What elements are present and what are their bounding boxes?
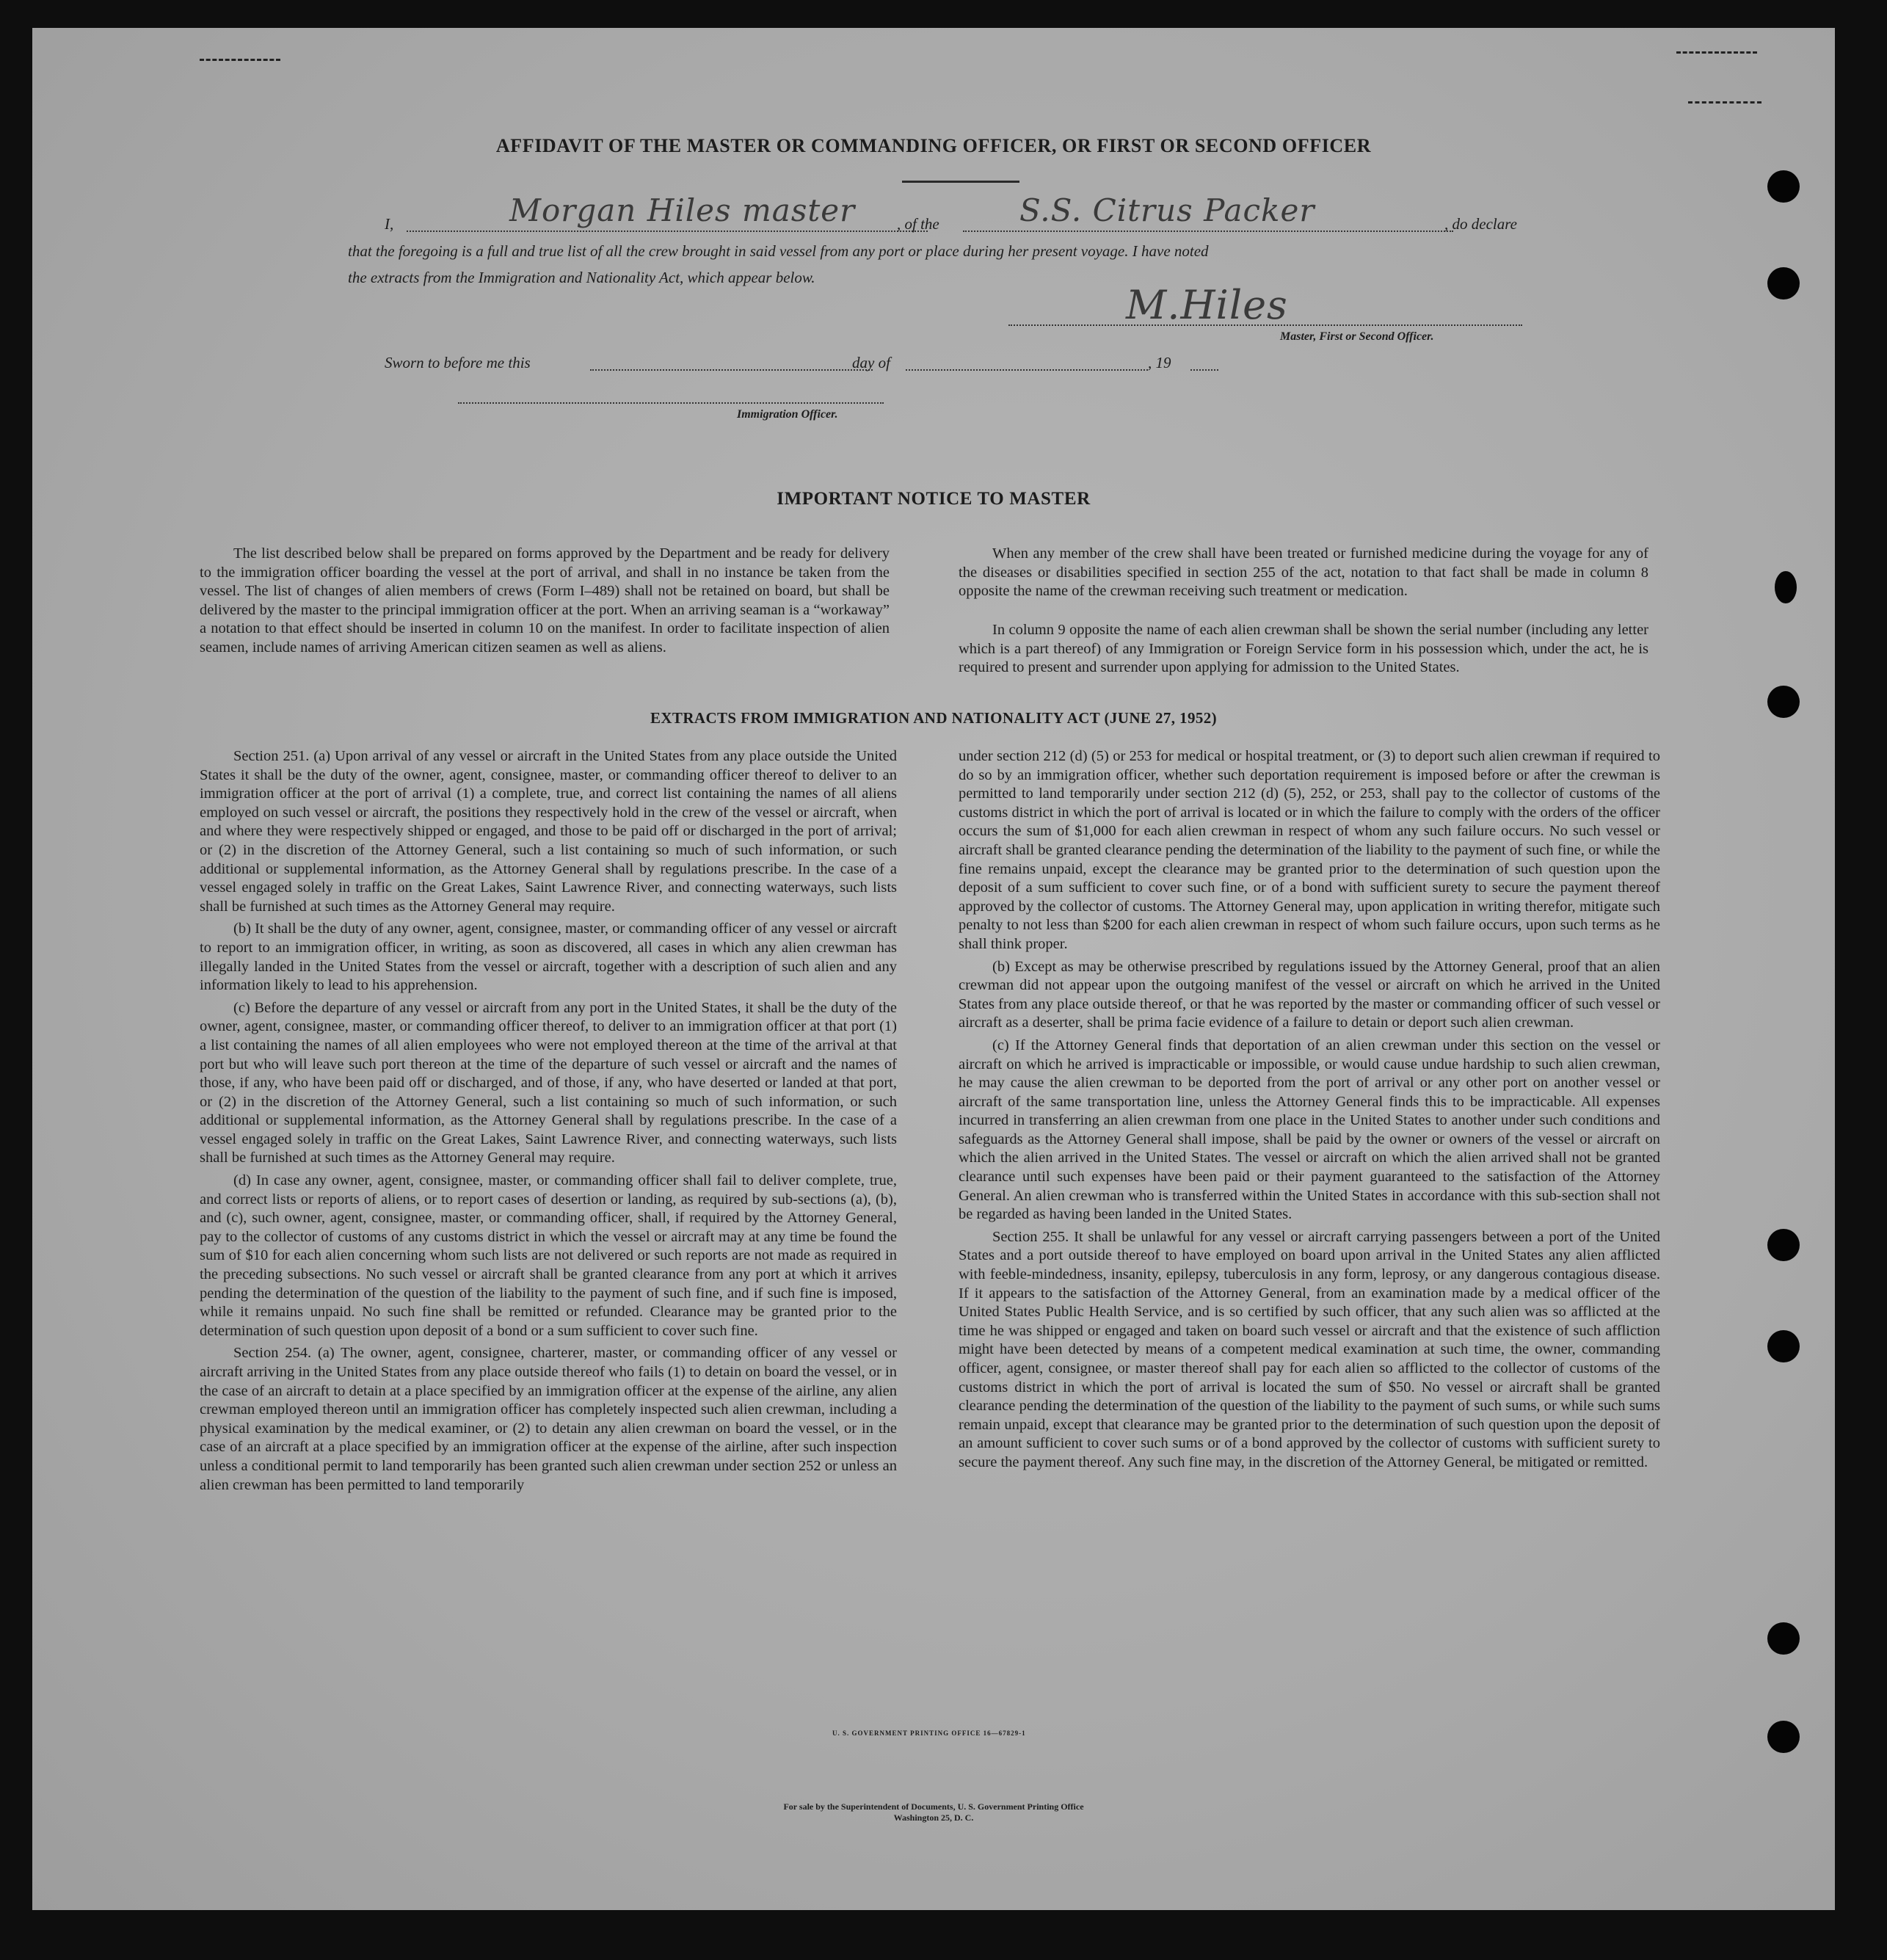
extracts-right-column xyxy=(959,747,1660,1476)
notice-left-text: The list described below shall be prepared on forms approved by the Department and be ready for delivery to the immigration officer boarding the vessel at the port of arrival, and shall in no instance be taken from the vessel. The list of changes of alien members of crews (Form I–489) shall not be retained on board, but shall be delivered by the master to the principal immigration officer at the port. When an arriving seaman is a “workaway” a notation to that effect should be inserted in column 10 on the manifest. In order to facilitate inspection of alien seamen, include names of arriving American citizen seamen as well as aliens. xyxy=(200,545,890,656)
printing-office-note: U. S. GOVERNMENT PRINTING OFFICE 16—67829-1 xyxy=(832,1729,1026,1737)
extract-paragraph: (d) In case any owner, agent, consignee, master, or commanding officer shall fail to deliver complete, true, and correct lists or reports of aliens, or to report cases of desertion or landing, as required by sub-sections (a), (b), and (c), such owner, agent, consignee, master, or commanding officer, shall, if required by the Attorney General, pay to the collector of customs of any customs district in which the vessel or aircraft may at any time be found the sum of $10 for each alien concerning whom such lists are not delivered or such reports are not made as required in the preceding subsections. No such vessel or aircraft shall be granted clearance from any port at which it arrives pending the determination of the question of the liability to the payment of such fine, and if such fine is imposed, while it remains unpaid. No such fine shall be remitted or refunded. Clearance may be granted prior to the determination of such question upon deposit of a bond or a sum sufficient to cover such fine. xyxy=(200,1172,897,1339)
extract-paragraph: Section 254. (a) The owner, agent, consignee, charterer, master, or commanding officer of any vessel or aircraft arriving in the United States from any place outside thereof who fails (1) to detain on board the vessel, or in the case of an aircraft to detain at a place specified by an immigration officer at the expense of the airline, any alien crewman employed thereon until an immigration officer has completely inspected such alien crewman, including a physical examination by the medical examiner, or (2) to detain any alien crewman on board the vessel, or in the case of an aircraft at a place specified by an immigration officer at the expense of the airline, after such inspection unless a conditional permit to land temporarily has been granted such alien crewman under section 252 or unless an alien crewman has been permitted to land temporarily xyxy=(200,1345,897,1493)
notice-right-text: When any member of the crew shall have been treated or furnished medicine during the voyage for any of the diseases or disabilities specified in section 255 of the act, notation to that fact shall be made in column 8 opposite the name of the crewman receiving such treatment or medication. xyxy=(959,545,1648,600)
extract-paragraph: (b) It shall be the duty of any owner, agent, consignee, master, or commanding officer of any vessel or aircraft to report to an immigration officer, in writing, as soon as discovered, all cases in which any alien crewman has illegally landed in the United States from the vessel or aircraft, together with a description of such alien and any information likely to lead to his apprehension. xyxy=(200,921,897,994)
signature-line xyxy=(1008,324,1522,326)
officer-caption: Immigration Officer. xyxy=(737,408,838,421)
master-signature: M.Hiles xyxy=(1126,282,1288,328)
punch-hole xyxy=(1767,267,1800,300)
sworn-label: Sworn to before me this xyxy=(385,354,531,371)
master-name-line xyxy=(407,231,928,232)
extract-paragraph: (c) If the Attorney General finds that deportation of an alien crewman under this section on the vessel or aircraft on which he arrived is impracticable or impossible, or would cause undue hardship to such alien crewman, he may cause the alien crewman to be deported from the port of arrival or any other port on another vessel or aircraft of the same transportation line, unless the Attorney General finds this to be impracticable. All expenses incurred in transferring an alien crewman from one place in the United States to another under such conditions and safeguards as the Attorney General shall impose, shall be paid by the owner or owners of the vessel or aircraft on which the alien arrived in the United States. The vessel or aircraft on which the alien arrived shall not be granted clearance until such expenses have been paid or their payment guaranteed to the satisfaction of the Attorney General. An alien crewman who is transferred within the United States in accordance with this sub-section shall not be regarded as having been landed in the United States. xyxy=(959,1037,1660,1223)
sworn-year-line xyxy=(1190,369,1218,371)
sale-note-line: For sale by the Superintendent of Documents, U. S. Government Printing Office xyxy=(783,1801,1084,1812)
punch-hole xyxy=(1767,1229,1800,1261)
sale-note xyxy=(32,1801,1835,1823)
extracts-title: EXTRACTS FROM IMMIGRATION AND NATIONALITY ACT (JUNE 27, 1952) xyxy=(650,709,1218,727)
extract-paragraph: (b) Except as may be otherwise prescribed by regulations issued by the Attorney General, proof that an alien crewman did not appear upon the outgoing manifest of the vessel or aircraft on which he arrived in the United States from any place outside thereof, or that he was reported by the master or commanding officer of such vessel or aircraft as a deserter, shall be prima facie evidence of a failure to detain or deport such alien crewman. xyxy=(959,958,1660,1031)
officer-signature-line xyxy=(458,402,884,404)
master-name: Morgan Hiles master xyxy=(509,192,856,228)
affidavit-title: AFFIDAVIT OF THE MASTER OR COMMANDING OFFICER, OR FIRST OR SECOND OFFICER xyxy=(495,135,1372,156)
punch-hole xyxy=(1767,1330,1800,1362)
extract-paragraph: Section 251. (a) Upon arrival of any vessel or aircraft in the United States from any place outside the United States it shall be the duty of the owner, agent, consignee, master, or commanding officer thereof to deliver to an immigration officer at the port of arrival (1) a complete, true, and correct list containing the names of all aliens employed on such vessel or aircraft, the positions they respectively hold in the crew of the vessel or aircraft, when and where they were respectively shipped or engaged, and those to be paid off or discharged in the port of arrival; or (2) in the discretion of the Attorney General, such a list containing so much of such information, or such additional or supplemental information, as the Attorney General shall by regulations prescribe. In the case of a vessel engaged solely in traffic on the Great Lakes, Saint Lawrence River, and connecting waterways, such lists shall be furnished at such times as the Attorney General may require. xyxy=(200,748,897,915)
day-of-label: day of xyxy=(852,354,890,371)
extract-paragraph: Section 255. It shall be unlawful for any vessel or aircraft carrying passengers between a port of the United States and a port outside thereof to have employed on board upon arrival in the United States any alien afflicted with feeble-mindedness, insanity, epilepsy, tuberculosis in any form, leprosy, or any dangerous contagious disease. If it appears to the satisfaction of the Attorney General, from an examination made by a medical officer of the United States Public Health Service, and is so certified by such officer, that any such alien was so afflicted at the time he was shipped or engaged and taken on board such vessel or aircraft and that the existence of such affliction might have been detected by means of a competent medical examination at such time, the owner, commanding officer, agent, consignee, or master thereof shall pay for each alien so afflicted to the collector of customs of the customs district in which the port of arrival is located the sum of $50. No vessel or aircraft shall be granted clearance pending the determination of the question of the liability to the payment of such sums, or while such sums remain unpaid, except that clearance may be granted prior to the determination of such question upon the deposit of an amount sufficient to cover such sums or of a bond approved by the collector of customs with sufficient surety to secure the payment thereof. Any such fine may, in the discretion of the Attorney General, be mitigated or remitted. xyxy=(959,1228,1660,1470)
extract-paragraph: under section 212 (d) (5) or 253 for medical or hospital treatment, or (3) to deport such alien crewman if required to do so by an immigration officer, whether such deportation requirement is imposed before or after the crewman is permitted to land temporarily under section 212 (d) (5), 252, or 253, shall pay to the collector of customs of the customs district in which the port of arrival is located or in which the failure to comply with the orders of the officer occurs the sum of $1,000 for each alien crewman in respect of whom any such failure occurs. No such vessel or aircraft shall be granted clearance pending the determination of the liability to the payment of such fine, or while the fine remains unpaid, except the clearance may be granted prior to the determination of such question upon the deposit of a sum sufficient to cover such fine, or of a bond with sufficient surety to secure the payment thereof approved by the collector of customs. The Attorney General may, upon application in writing therefor, mitigate such penalty to not less than $200 for each alien crewman in respect of whom such failure occurs, upon such terms as he shall think proper. xyxy=(959,748,1660,952)
sale-note-line: Washington 25, D. C. xyxy=(893,1812,974,1823)
declaration-line: that the foregoing is a full and true list of all the crew brought in said vessel from any port or place during her present voyage. I have noted xyxy=(348,242,1209,260)
punch-hole xyxy=(1767,1721,1800,1753)
notice-right-text: In column 9 opposite the name of each alien crewman shall be shown the serial number (including any letter which is a part thereof) of any Immigration or Foreign Service form in his possession which, under the act, he is required to present and surrender upon applying for admission to the United States. xyxy=(959,622,1648,676)
declarant-label: I, xyxy=(385,215,394,233)
corner-mark xyxy=(1688,101,1761,104)
punch-hole xyxy=(1767,1622,1800,1655)
title-rule xyxy=(902,181,1019,183)
sworn-day-line xyxy=(590,369,873,371)
sworn-month-line xyxy=(906,369,1148,371)
corner-mark xyxy=(200,59,280,61)
punch-hole xyxy=(1775,571,1797,603)
vessel-name-line xyxy=(963,231,1453,232)
declaration-line: the extracts from the Immigration and Nationality Act, which appear below. xyxy=(348,269,815,286)
year-label: , 19 xyxy=(1148,354,1171,371)
declare-label: , do declare xyxy=(1444,215,1517,233)
extract-paragraph: (c) Before the departure of any vessel or aircraft from any port in the United States, it shall be the duty of the owner, agent, consignee, master, or commanding officer thereof, to deliver to an immigration officer at that port (1) a list containing the names of all alien employees who were not employed thereon at the time of the arrival at that port but who will leave such port thereon at the time of the departure of such vessel or aircraft and the names of those, if any, who have been paid off or discharged, and of those, if any, who have deserted or landed at that port, or (2) in the discretion of the Attorney General, such a list containing so much of such information, or such additional or supplemental information, as the Attorney General shall by regulations prescribe. In the case of a vessel engaged solely in traffic on the Great Lakes, Saint Lawrence River, and connecting waterways, such lists shall be furnished at such times as the Attorney General may require. xyxy=(200,999,897,1166)
notice-title: IMPORTANT NOTICE TO MASTER xyxy=(777,489,1091,509)
punch-hole xyxy=(1767,170,1800,203)
signature-caption: Master, First or Second Officer. xyxy=(1280,330,1434,343)
of-the-label: , of the xyxy=(897,215,939,233)
vessel-name: S.S. Citrus Packer xyxy=(1019,192,1315,228)
extracts-left-column xyxy=(200,747,897,1498)
document-page xyxy=(32,28,1835,1910)
corner-mark xyxy=(1676,51,1757,54)
